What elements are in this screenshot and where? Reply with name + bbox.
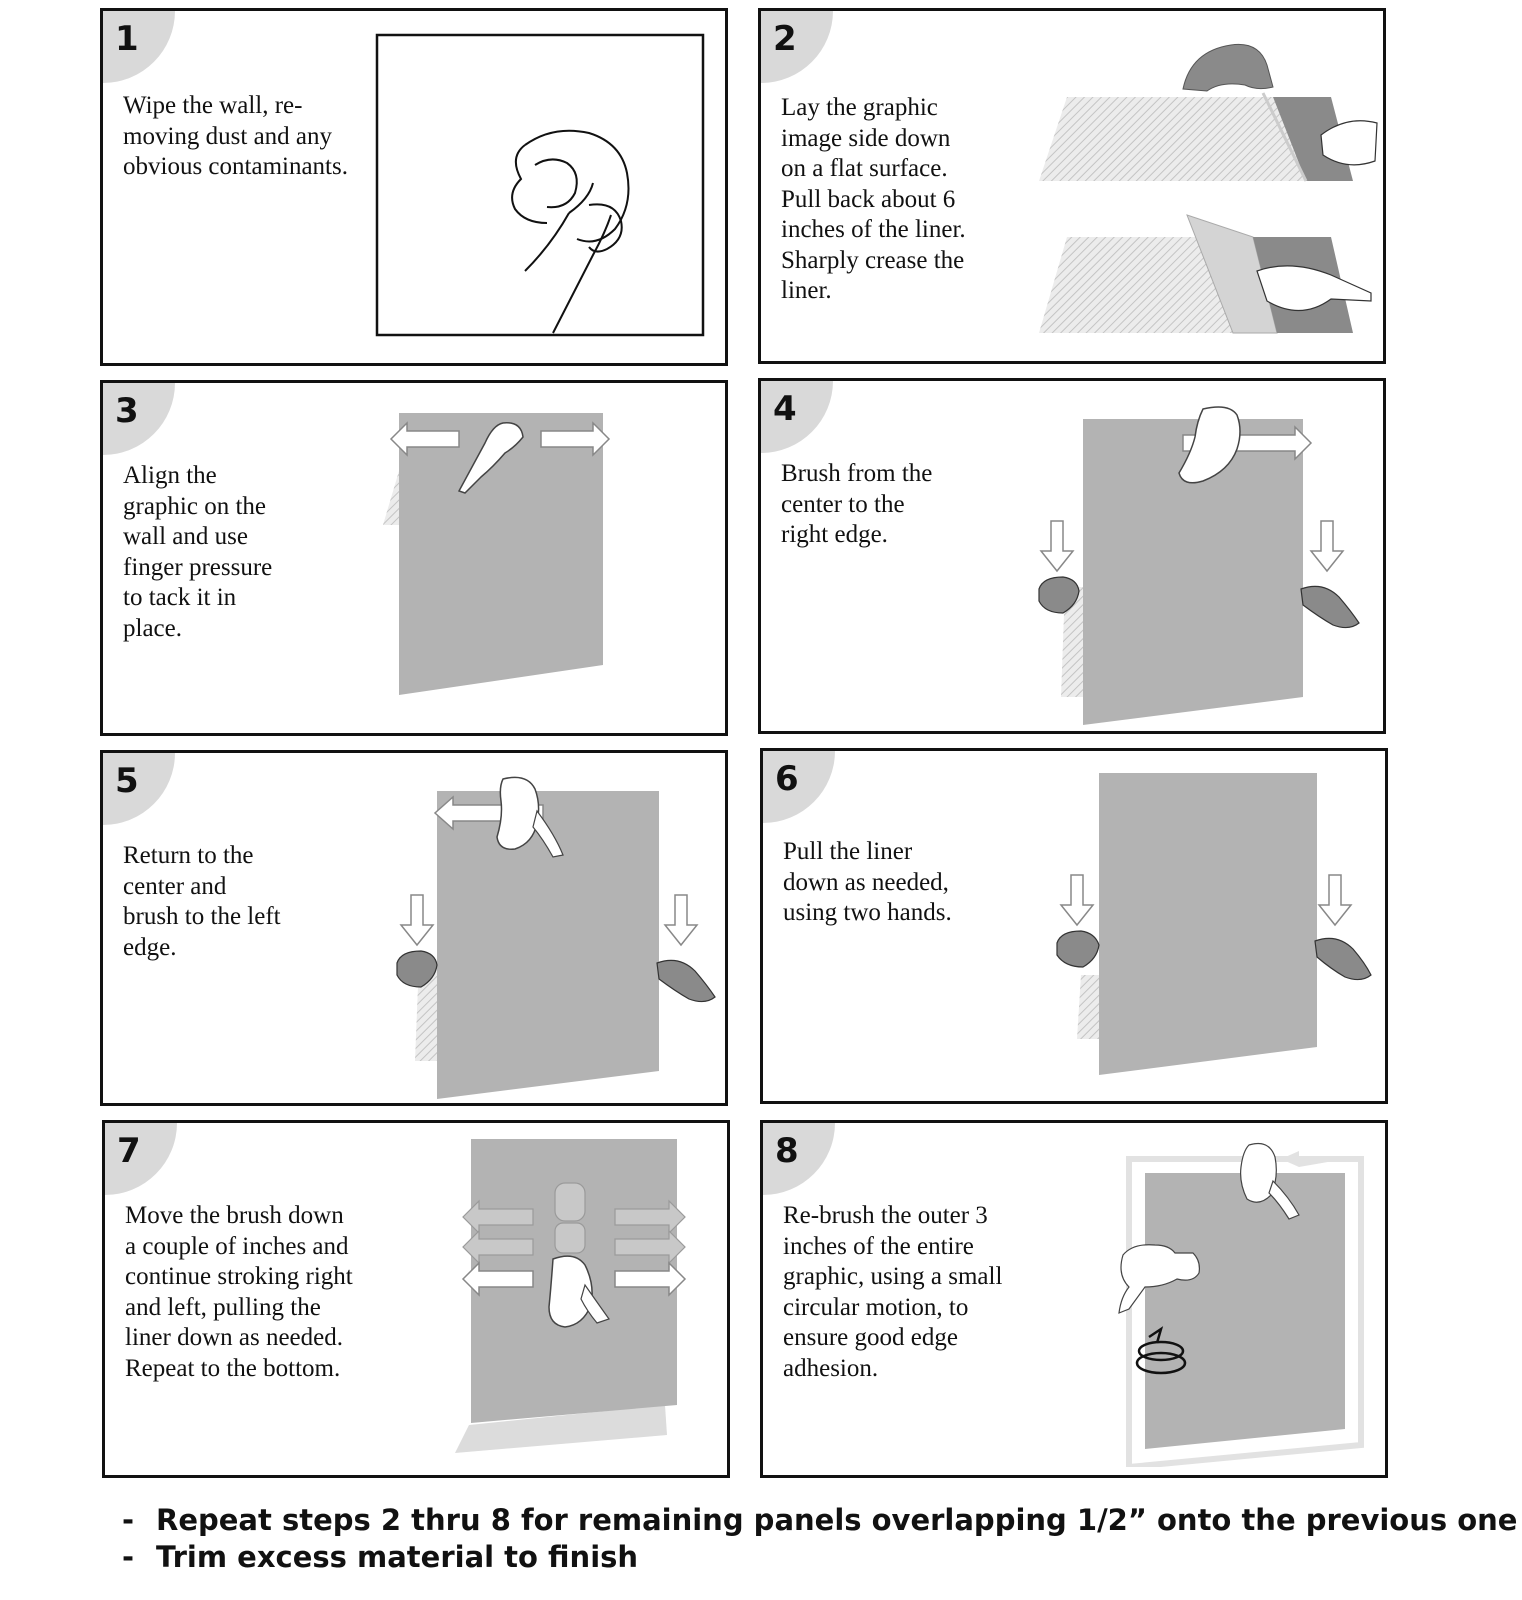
step-3-panel [100,380,728,736]
step-5-panel [100,750,728,1106]
step-6-panel [760,748,1388,1104]
note-text: Trim excess material to finish [156,1540,639,1574]
align-graphic-illustration [381,407,621,707]
step-number: 5 [115,761,139,801]
note-bullet: - [122,1503,135,1537]
step-number: 2 [773,19,797,59]
step-4-panel [758,378,1386,734]
step-number: 3 [115,391,139,431]
brush-left-illustration [393,765,723,1101]
step-text: Align the graphic on the wall and use finger pressure to tack it in place. [123,462,273,642]
step-text: Re-brush the outer 3 inches of the entire graphic, using a small circular motion, to ensure good edge adhesion. [783,1202,1003,1382]
step-number: 1 [115,19,139,59]
brush-right-illustration [1033,391,1373,727]
wipe-wall-illustration [375,33,705,338]
step-number-badge [763,751,835,823]
brush-down-illustration [455,1135,695,1455]
step-text: Lay the graphic image side down on a flat surface. Pull back about 6 inches of the liner. Sharply crease the liner. [781,94,966,304]
step-1-panel [100,8,728,366]
lay-graphic-illustration [1031,31,1381,351]
step-number: 8 [775,1131,799,1171]
step-number-badge [103,11,175,83]
step-number: 4 [773,389,797,429]
step-number-badge [103,383,175,455]
step-number-badge [761,11,833,83]
step-text: Pull the liner down as needed, using two hands. [783,838,952,926]
step-text: Move the brush down a couple of inches and continue stroking right and left, pulling the liner down as needed. Repeat to the bottom. [125,1202,353,1382]
edge-rebrush-illustration [1109,1137,1369,1467]
step-text: Wipe the wall, re- moving dust and any obvious contaminants. [123,92,348,180]
step-7-panel [102,1120,730,1478]
step-number-badge [103,753,175,825]
step-2-panel [758,8,1386,364]
step-text: Brush from the center to the right edge. [781,460,933,548]
step-number-badge [763,1123,835,1195]
note-item [122,1502,1517,1539]
note-text: Repeat steps 2 thru 8 for remaining panels overlapping 1/2” onto the previous one [156,1503,1518,1537]
note-item [122,1539,1517,1576]
pull-liner-illustration [1053,769,1383,1089]
step-number-badge [761,381,833,453]
footer-notes [122,1502,1517,1576]
step-number-badge [105,1123,177,1195]
note-bullet: - [122,1540,135,1574]
step-number: 6 [775,759,799,799]
step-text: Return to the center and brush to the left edge. [123,842,281,961]
step-8-panel [760,1120,1388,1478]
step-number: 7 [117,1131,141,1171]
